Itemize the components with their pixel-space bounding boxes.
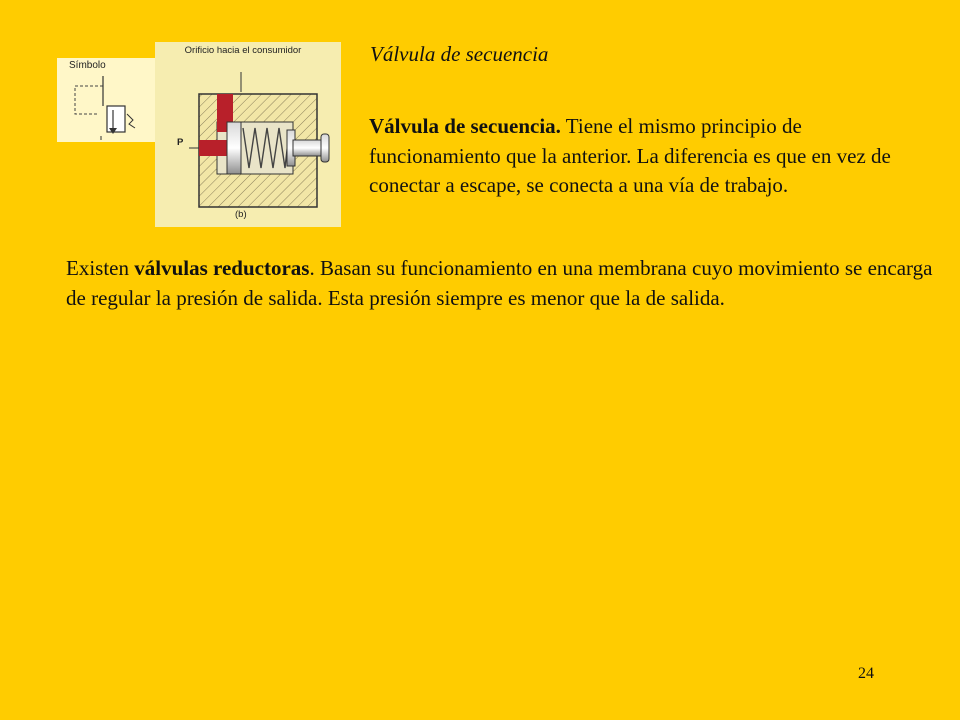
sequence-valve-description: Tiene el mismo principio de funcionamiento que la anterior. La diferencia es que en vez de conectar a escape, se conecta a una vía de trabajo.	[369, 114, 891, 197]
reducing-valve-intro: Existen	[66, 256, 135, 280]
reducing-valve-paragraph	[66, 254, 936, 313]
valve-cross-section	[155, 42, 341, 227]
pressure-label: P	[177, 137, 184, 148]
symbol-label: Símbolo	[69, 60, 106, 71]
figure-caption: (b)	[235, 209, 247, 220]
valve-symbol-figure	[57, 58, 161, 142]
sequence-valve-term: Válvula de secuencia.	[369, 114, 561, 138]
reducing-valve-description: . Basan su funcionamiento en una membrana cuyo movimiento se encarga de regular la presión de salida. Esta presión siempre es menor que la de salida.	[66, 256, 933, 310]
valve-symbol-icon	[57, 58, 161, 142]
sequence-valve-paragraph	[369, 112, 929, 201]
sequence-valve-figure	[155, 42, 341, 227]
page-number: 24	[858, 665, 874, 682]
port-label: Orificio hacia el consumidor	[184, 45, 302, 56]
slide-title: Válvula de secuencia	[370, 42, 549, 66]
reducing-valve-term: válvulas reductoras	[134, 256, 310, 280]
